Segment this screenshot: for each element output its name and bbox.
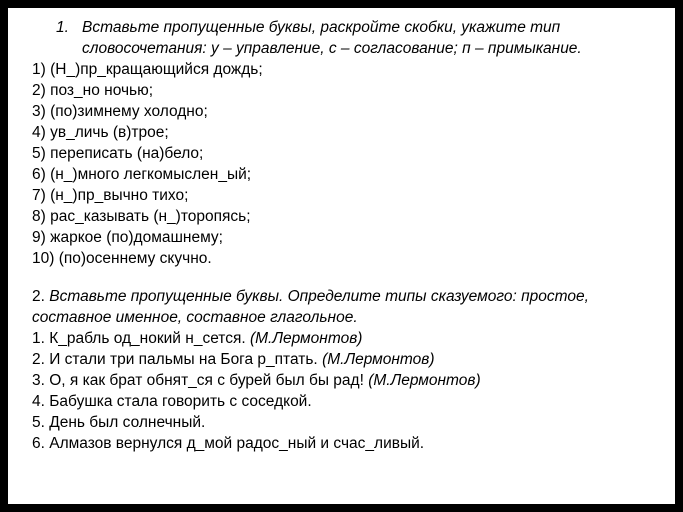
task2-heading [32, 286, 662, 328]
task2-item [32, 433, 662, 454]
task1-item: 4) ув_личь (в)трое; [32, 124, 169, 141]
task1-list [32, 59, 662, 269]
document-content [32, 17, 662, 454]
task1-item: 3) (по)зимнему холодно; [32, 103, 208, 120]
task2-item-text: 4. Бабушка стала говорить с соседкой. [32, 393, 312, 410]
task1-item: 10) (по)осеннему скучно. [32, 250, 212, 267]
task1-item: 6) (н_)много легкомыслен_ый; [32, 166, 252, 183]
task2-item [32, 370, 662, 391]
task2-list [32, 328, 662, 454]
task2-number: 2. [32, 288, 45, 305]
task2-item [32, 349, 662, 370]
task2-item-text: 6. Алмазов вернулся д_мой радос_ный и счас_ливый. [32, 435, 425, 452]
task1-item: 8) рас_казывать (н_)торопясь; [32, 208, 251, 225]
task1-item: 5) переписать (на)бело; [32, 145, 204, 162]
task2-item-text: 3. О, я как брат обнят_ся с бурей был бы рад! [32, 372, 369, 389]
task2-item-author: (М.Лермонтов) [249, 330, 363, 347]
task1-item: 2) поз_но ночью; [32, 82, 154, 99]
task2-item-author: (М.Лермонтов) [322, 351, 435, 368]
task1-item: 7) (н_)пр_вычно тихо; [32, 187, 189, 204]
task2-item [32, 391, 662, 412]
task1-item: 9) жаркое (по)домашнему; [32, 229, 223, 246]
task1-heading [32, 17, 662, 59]
task2-item-text: 1. К_рабль од_нокий н_сется. [32, 330, 250, 347]
task1-item: 1) (Н_)пр_кращающийся дождь; [32, 61, 263, 78]
task2-item-text: 5. День был солнечный. [32, 414, 206, 431]
task2-item [32, 412, 662, 433]
section-gap [32, 269, 662, 286]
task1-heading-text: Вставьте пропущенные буквы, раскройте скобки, укажите тип словосочетания: у – управление, с – согласование; п – примыкание. [82, 19, 582, 57]
task2-item-author: (М.Лермонтов) [368, 372, 481, 389]
task2-item-text: 2. И стали три пальмы на Бога р_птать. [32, 351, 323, 368]
task1-number: 1. [56, 19, 69, 36]
task2-heading-text: Вставьте пропущенные буквы. Определите типы сказуемого: простое, составное именное, составное глагольное. [32, 288, 589, 326]
task2-item [32, 328, 662, 349]
